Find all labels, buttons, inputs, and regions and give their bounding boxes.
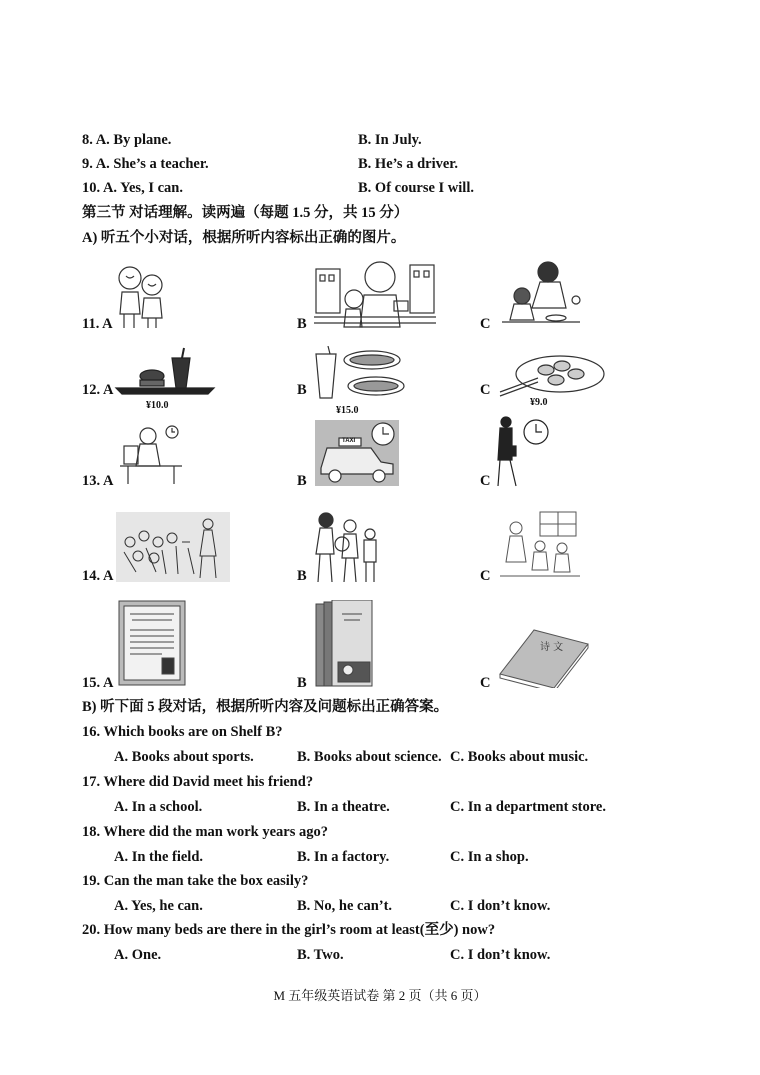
- q9-option-a: 9. A. She’s a teacher.: [82, 156, 209, 172]
- q16-option-a: A. Books about sports.: [114, 749, 254, 765]
- q20-question: 20. How many beds are there in the girl’s room at least(至少) now?: [82, 922, 496, 938]
- q13-label-c: C: [480, 473, 491, 489]
- q12-label-b: B: [297, 382, 307, 398]
- q15-picture-b: [314, 600, 374, 688]
- q10-option-b: B. Of course I will.: [358, 180, 474, 196]
- q11-picture-c: [496, 258, 586, 330]
- q15-label-c: C: [480, 675, 491, 691]
- q14-picture-a: [116, 512, 230, 582]
- q19-question: 19. Can the man take the box easily?: [82, 873, 309, 889]
- q15-label-a: 15. A: [82, 675, 114, 691]
- partA-instructions: A) 听五个小对话，根据所听内容标出正确的图片。: [82, 230, 406, 246]
- q16-option-b: B. Books about science.: [297, 749, 442, 765]
- q11-label-b: B: [297, 316, 307, 332]
- partB-instructions: B) 听下面 5 段对话，根据所听内容及问题标出正确答案。: [82, 699, 449, 715]
- q18-option-b: B. In a factory.: [297, 849, 390, 865]
- q12-label-c: C: [480, 382, 491, 398]
- q17-option-b: B. In a theatre.: [297, 799, 390, 815]
- q19-option-c: C. I don’t know.: [450, 898, 551, 914]
- q17-option-a: A. In a school.: [114, 799, 203, 815]
- q12-price-a: ¥10.0: [146, 400, 169, 411]
- q18-question: 18. Where did the man work years ago?: [82, 824, 328, 840]
- q15-picture-a: [118, 600, 186, 686]
- q19-option-a: A. Yes, he can.: [114, 898, 203, 914]
- q14-label-c: C: [480, 568, 491, 584]
- q8-option-a: 8. A. By plane.: [82, 132, 172, 148]
- q8-option-b: B. In July.: [358, 132, 422, 148]
- q12-picture-b: [310, 346, 408, 404]
- q12-price-b: ¥15.0: [336, 405, 359, 416]
- q11-label-a: 11. A: [82, 316, 113, 332]
- q13-picture-a: [118, 422, 184, 486]
- q14-picture-c: [496, 508, 582, 582]
- q20-option-a: A. One.: [114, 947, 162, 963]
- q19-option-b: B. No, he can’t.: [297, 898, 393, 914]
- q9-option-b: B. He’s a driver.: [358, 156, 459, 172]
- q14-label-a: 14. A: [82, 568, 114, 584]
- q12-label-a: 12. A: [82, 382, 114, 398]
- q20-option-b: B. Two.: [297, 947, 344, 963]
- taxi-sign-text: TAXI: [342, 438, 356, 444]
- section3-heading: 第三节 对话理解。读两遍（每题 1.5 分，共 15 分）: [82, 205, 409, 221]
- q17-question: 17. Where did David meet his friend?: [82, 774, 314, 790]
- q14-picture-b: [312, 508, 382, 584]
- q18-option-c: C. In a shop.: [450, 849, 529, 865]
- q13-label-b: B: [297, 473, 307, 489]
- q11-label-c: C: [480, 316, 491, 332]
- q12-price-c: ¥9.0: [530, 397, 548, 408]
- q13-picture-b: [315, 420, 399, 486]
- q16-option-c: C. Books about music.: [450, 749, 589, 765]
- q13-label-a: 13. A: [82, 473, 114, 489]
- q10-option-a: 10. A. Yes, I can.: [82, 180, 183, 196]
- q15-picture-c: [498, 614, 590, 688]
- book-title-text: 诗 文: [540, 642, 564, 653]
- q13-picture-c: [494, 416, 552, 488]
- q17-option-c: C. In a department store.: [450, 799, 606, 815]
- q15-label-b: B: [297, 675, 307, 691]
- page-footer: M 五年级英语试卷 第 2 页（共 6 页）: [273, 988, 487, 1003]
- q16-question: 16. Which books are on Shelf B?: [82, 724, 283, 740]
- q20-option-c: C. I don’t know.: [450, 947, 551, 963]
- q14-label-b: B: [297, 568, 307, 584]
- q11-picture-a: [112, 258, 174, 330]
- q18-option-a: A. In the field.: [114, 849, 204, 865]
- q11-picture-b: [314, 255, 436, 331]
